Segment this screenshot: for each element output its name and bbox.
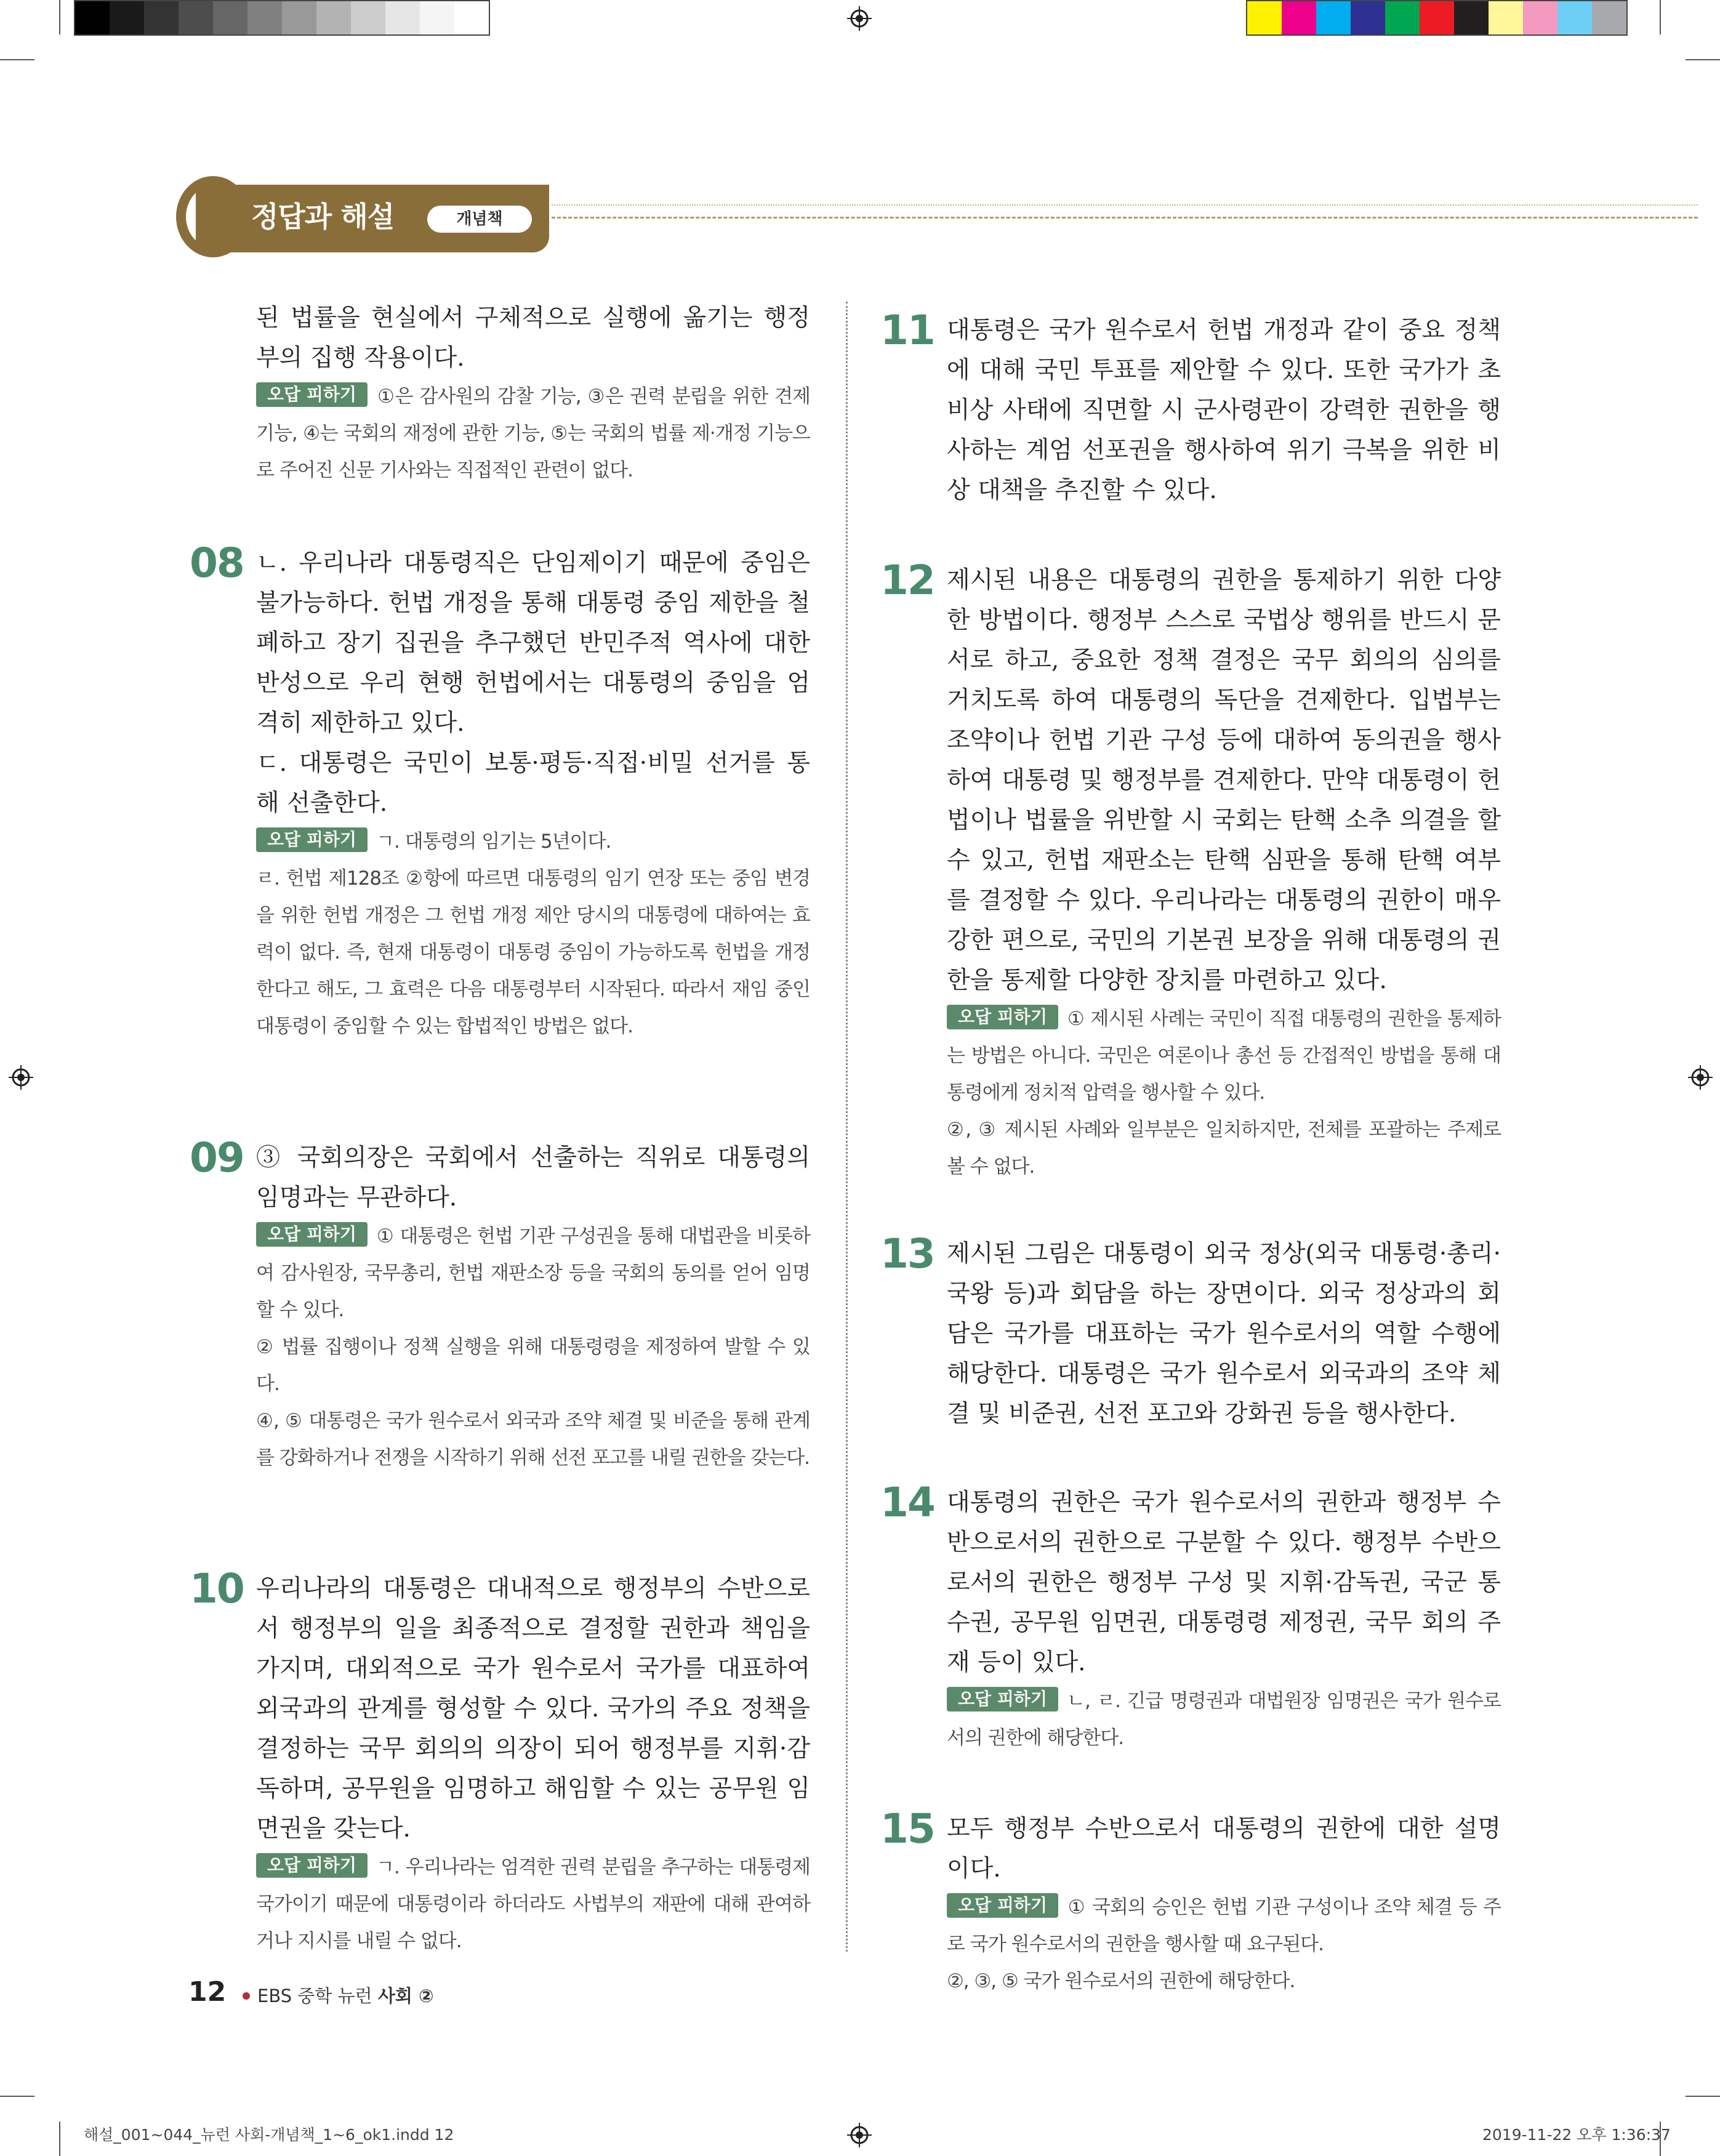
wrong-answer-badge: 오답 피하기 [256,1853,368,1878]
crop-mark [1686,59,1720,60]
question-number: 12 [880,557,934,604]
book-title: EBS 중학 뉴런 사회 ② [243,1982,434,2008]
question-number: 13 [880,1230,934,1277]
crop-mark [0,59,34,60]
wrong-answer-note: 오답 피하기 ①은 감사원의 감찰 기능, ③은 권력 분립을 위한 견제 기능, ④는 국회의 재정에 관한 기능, ⑤는 국회의 법률 제·개정 기능으로 주어진 신문 기사와는 직접적인 관련이 없다. [256,378,810,489]
header-rule [552,217,1698,219]
question-number: 09 [190,1134,244,1181]
color-swatch [1523,1,1557,34]
wrong-answer-note: ②, ③, ⑤ 국가 원수로서의 권한에 해당한다. [947,1970,1295,1992]
explanation-text: 제시된 내용은 대통령의 권한을 통제하기 위한 다양한 방법이다. 행정부 스스로 국법상 행위를 반드시 문서로 하고, 중요한 정책 결정은 국무 회의의 심의를 거치도록 하여 대통령의 독단을 견제한다. 입법부는 조약이나 헌법 기관 구성 등에 대하여 동의권을 행사하여 대통령 및 행정부를 견제한다. 만약 대통령이 헌법이나 법률을 위반할 시 국회는 탄핵 소추 의결을 할 수 있고, 헌법 재판소는 탄핵 심판을 통해 탄핵 여부를 결정할 수 있다. 우리나라는 대통령의 권한이 매우 강한 편으로, 국민의 기본권 보장을 위해 대통령의 권한을 통제할 다양한 장치를 마련하고 있다. [947,566,1501,994]
crop-mark [1660,0,1661,34]
explanation-text: ③ 국회의장은 국회에서 선출하는 직위로 대통령의 임명과는 무관하다. [256,1144,810,1212]
answer-10 [190,1565,810,1960]
explanation-text: 우리나라의 대통령은 대내적으로 행정부의 수반으로서 행정부의 일을 최종적으로 결정할 권한과 책임을 가지며, 대외적으로 국가 원수로서 국가를 대표하여 외국과의 관계를 형성할 수 있다. 국가의 주요 정책을 결정하는 국무 회의의 의장이 되어 행정부를 지휘·감독하며, 공무원을 임명하고 해임할 수 있는 공무원 임면권을 갖는다. [256,1575,810,1843]
answer-14 [880,1479,1501,1756]
explanation-text: ㄴ. 우리나라 대통령직은 단임제이기 때문에 중임은 불가능하다. 헌법 개정을 통해 대통령 중임 제한을 철폐하고 장기 집권을 추구했던 반민주적 역사에 대한 반성으로 우리 현행 헌법에서는 대통령의 중임을 엄격히 제한하고 있다. [256,549,810,737]
registration-mark-icon [9,1065,33,1090]
column-divider [846,302,848,1952]
crop-mark [59,0,60,34]
file-slug: 해설_001~044_뉴런 사회-개념책_1~6_ok1.indd 12 [84,2126,454,2144]
color-swatch [247,1,282,34]
color-swatch [1420,1,1454,34]
color-swatch [1489,1,1523,34]
gray-scale-bar [74,0,490,36]
color-swatch [454,1,489,34]
registration-mark-icon [1688,1065,1713,1090]
answer-12 [880,557,1501,1185]
crop-mark [59,2122,60,2156]
question-number: 15 [880,1805,934,1852]
answer-15 [880,1805,1501,2000]
explanation-text: ㄷ. 대통령은 국민이 보통·평등·직접·비밀 선거를 통해 선출한다. [256,749,810,817]
wrong-answer-note: ④, ⑤ 대통령은 국가 원수로서 외국과 조약 체결 및 비준을 통해 관계를 강화하거나 전쟁을 시작하기 위해 선전 포고를 내릴 권한을 갖는다. [256,1410,810,1469]
color-swatch [75,1,110,34]
bullet-icon [243,1992,250,2000]
explanation-text: 모두 행정부 수반으로서 대통령의 권한에 대한 설명이다. [947,1815,1501,1883]
color-swatch [420,1,454,34]
header-rule [552,204,1698,206]
color-swatch [1385,1,1420,34]
book-type-badge: 개념책 [427,206,532,233]
wrong-answer-note: 오답 피하기 ㄴ, ㄹ. 긴급 명령권과 대법원장 임명권은 국가 원수로서의 권한에 해당한다. [947,1683,1501,1756]
wrong-answer-note: 오답 피하기 ① 대통령은 헌법 기관 구성권을 통해 대법관을 비롯하여 감사원장, 국무총리, 헌법 재판소장 등을 국회의 동의를 얻어 임명할 수 있다. [256,1218,810,1329]
color-swatch [385,1,420,34]
question-number: 08 [190,539,244,587]
wrong-answer-badge: 오답 피하기 [256,382,368,407]
answer-09 [190,1134,810,1476]
color-swatch [179,1,213,34]
registration-mark-icon [847,2123,872,2147]
color-swatch [1282,1,1316,34]
wrong-answer-note: 오답 피하기 ① 제시된 사례는 국민이 직접 대통령의 권한을 통제하는 방법은 아니다. 국민은 여론이나 총선 등 간접적인 방법을 통해 대통령에게 정치적 압력을 행사할 수 있다. [947,1000,1501,1111]
answer-11 [880,307,1501,510]
wrong-answer-note: 오답 피하기 ㄱ. 대통령의 임기는 5년이다. [256,823,810,860]
color-swatch [1592,1,1626,34]
wrong-answer-note: ㄹ. 헌법 제128조 ②항에 따르면 대통령의 임기 연장 또는 중임 변경을 위한 헌법 개정은 그 헌법 개정 제안 당시의 대통령에 대하여는 효력이 없다. 즉, 현재 대통령이 대통령 중임이 가능하도록 헌법을 개정한다고 해도, 그 효력은 다음 대통령부터 시작된다. 따라서 재임 중인 대통령이 중임할 수 있는 합법적인 방법은 없다. [256,867,810,1037]
wrong-answer-badge: 오답 피하기 [256,1222,368,1247]
answer-13 [880,1230,1501,1434]
color-swatch [282,1,316,34]
page-number: 12 [188,1976,227,2008]
wrong-answer-note: 오답 피하기 ㄱ. 우리나라는 엄격한 권력 분립을 추구하는 대통령제 국가이기 때문에 대통령이라 하더라도 사법부의 재판에 대해 관여하거나 지시를 내릴 수 없다. [256,1849,810,1960]
color-swatch [1557,1,1592,34]
color-swatch [1316,1,1351,34]
color-swatch [1247,1,1282,34]
color-swatch [1454,1,1489,34]
wrong-answer-badge: 오답 피하기 [947,1687,1058,1712]
wrong-answer-badge: 오답 피하기 [947,1893,1058,1918]
crop-mark [1686,2096,1720,2097]
registration-mark-icon [847,6,872,31]
crop-mark [0,2096,34,2097]
explanation-text: 대통령의 권한은 국가 원수로서의 권한과 행정부 수반으로서의 권한으로 구분할 수 있다. 행정부 수반으로서의 권한은 행정부 구성 및 지휘·감독권, 국군 통수권, 공무원 임면권, 대통령령 제정권, 국무 회의 주재 등이 있다. [947,1489,1501,1676]
wrong-answer-note: 오답 피하기 ① 국회의 승인은 헌법 기관 구성이나 조약 체결 등 주로 국가 원수로서의 권한을 행사할 때 요구된다. [947,1889,1501,1963]
question-number: 14 [880,1479,934,1526]
wrong-answer-badge: 오답 피하기 [947,1005,1058,1029]
color-swatch [351,1,385,34]
color-swatch [1351,1,1385,34]
question-number: 11 [880,307,934,354]
section-title: 정답과 해설 [251,200,395,233]
explanation-text: 된 법률을 현실에서 구체적으로 실행에 옮기는 행정부의 집행 작용이다. [256,304,810,372]
wrong-answer-note: ② 법률 집행이나 정책 실행을 위해 대통령령을 제정하여 발할 수 있다. [256,1336,810,1395]
print-timestamp: 2019-11-22 오후 1:36:37 [1482,2126,1671,2144]
wrong-answer-badge: 오답 피하기 [256,827,368,852]
color-swatch [213,1,247,34]
explanation-text: 제시된 그림은 대통령이 외국 정상(외국 대통령·총리·국왕 등)과 회담을 하는 장면이다. 외국 정상과의 회담은 국가를 대표하는 국가 원수로서의 역할 수행에 해당한다. 대통령은 국가 원수로서 외국과의 조약 체결 및 비준권, 선전 포고와 강화권 등을 행사한다. [947,1240,1501,1428]
color-swatch [144,1,179,34]
wrong-answer-note: ②, ③ 제시된 사례와 일부분은 일치하지만, 전체를 포괄하는 주제로 볼 수 없다. [947,1119,1501,1178]
answer-continuation [256,298,810,489]
color-swatch-bar [1246,0,1628,36]
color-swatch [316,1,351,34]
answer-08 [190,539,810,1045]
color-swatch [110,1,144,34]
explanation-text: 대통령은 국가 원수로서 헌법 개정과 같이 중요 정책에 대해 국민 투표를 제안할 수 있다. 또한 국가가 초비상 사태에 직면할 시 군사령관이 강력한 권한을 행사하는 계엄 선포권을 행사하여 위기 극복을 위한 비상 대책을 추진할 수 있다. [947,316,1501,504]
question-number: 10 [190,1565,244,1612]
